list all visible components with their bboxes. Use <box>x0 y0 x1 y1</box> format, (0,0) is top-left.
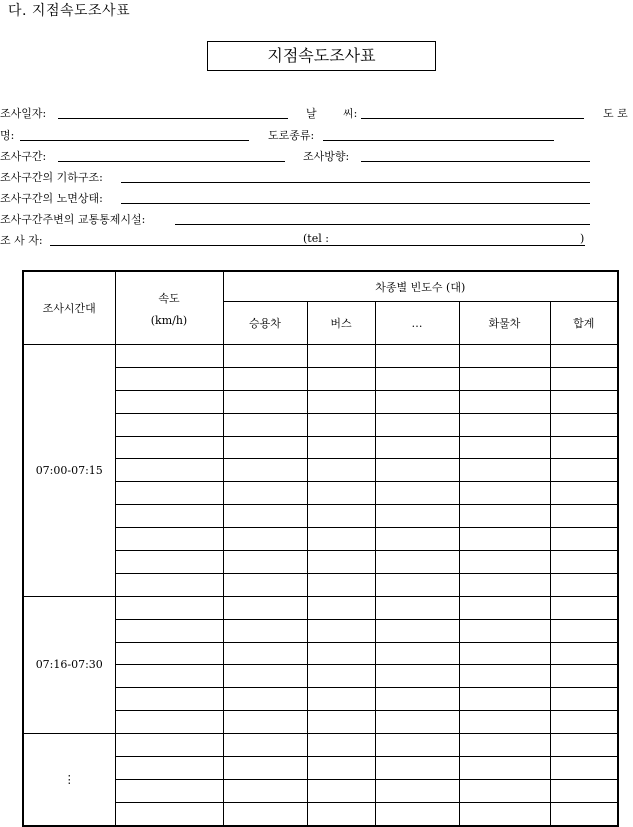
count-cell[interactable] <box>550 596 618 619</box>
count-cell[interactable] <box>375 757 459 780</box>
count-cell[interactable] <box>223 642 307 665</box>
table-row <box>23 596 618 619</box>
speed-cell[interactable] <box>115 390 223 413</box>
count-cell[interactable] <box>550 688 618 711</box>
count-cell[interactable] <box>459 482 550 505</box>
road-type-label: 도로종류: <box>268 129 315 142</box>
count-cell[interactable] <box>223 367 307 390</box>
field-row-pavement <box>0 187 633 207</box>
count-cell[interactable] <box>550 665 618 688</box>
form-title: 지점속도조사표 <box>207 41 436 71</box>
count-cell[interactable] <box>459 390 550 413</box>
header-vehicle-bus: 버스 <box>307 302 375 345</box>
count-cell[interactable] <box>307 459 375 482</box>
surveyor-input[interactable] <box>50 245 585 246</box>
field-row-section <box>0 145 633 165</box>
count-cell[interactable] <box>459 459 550 482</box>
tel-label: (tel : <box>303 232 329 245</box>
count-cell[interactable] <box>223 345 307 368</box>
weather-input[interactable] <box>361 118 584 119</box>
count-cell[interactable] <box>223 482 307 505</box>
direction-label: 조사방향: <box>303 150 350 163</box>
speed-survey-table <box>22 270 619 827</box>
field-row-road <box>0 124 633 144</box>
count-cell[interactable] <box>307 367 375 390</box>
count-cell[interactable] <box>550 642 618 665</box>
count-cell[interactable] <box>307 757 375 780</box>
speed-cell[interactable] <box>115 413 223 436</box>
count-cell[interactable] <box>307 505 375 528</box>
count-cell[interactable] <box>550 345 618 368</box>
count-cell[interactable] <box>307 345 375 368</box>
pavement-input[interactable] <box>121 203 590 204</box>
count-cell[interactable] <box>307 665 375 688</box>
count-cell[interactable] <box>375 390 459 413</box>
count-cell[interactable] <box>223 734 307 757</box>
speed-cell[interactable] <box>115 665 223 688</box>
road-name-label-1: 도 로 <box>603 107 628 120</box>
road-name-label-2: 명: <box>0 129 15 142</box>
count-cell[interactable] <box>375 619 459 642</box>
count-cell[interactable] <box>459 757 550 780</box>
count-cell[interactable] <box>223 802 307 825</box>
count-cell[interactable] <box>459 596 550 619</box>
speed-cell[interactable] <box>115 345 223 368</box>
count-cell[interactable] <box>550 779 618 802</box>
count-cell[interactable] <box>307 528 375 551</box>
count-cell[interactable] <box>307 482 375 505</box>
count-cell[interactable] <box>223 505 307 528</box>
header-time-period: 조사시간대 <box>23 271 115 345</box>
count-cell[interactable] <box>550 505 618 528</box>
count-cell[interactable] <box>375 551 459 574</box>
count-cell[interactable] <box>375 665 459 688</box>
count-cell[interactable] <box>375 802 459 825</box>
speed-cell[interactable] <box>115 459 223 482</box>
speed-cell[interactable] <box>115 688 223 711</box>
count-cell[interactable] <box>550 528 618 551</box>
count-cell[interactable] <box>223 551 307 574</box>
count-cell[interactable] <box>459 413 550 436</box>
tel-close: ) <box>580 232 585 245</box>
count-cell[interactable] <box>223 779 307 802</box>
count-cell[interactable] <box>459 367 550 390</box>
count-cell[interactable] <box>223 573 307 596</box>
count-cell[interactable] <box>307 802 375 825</box>
speed-cell[interactable] <box>115 505 223 528</box>
count-cell[interactable] <box>307 436 375 459</box>
count-cell[interactable] <box>459 779 550 802</box>
count-cell[interactable] <box>223 619 307 642</box>
pavement-label: 조사구간의 노면상태: <box>0 192 103 205</box>
count-cell[interactable] <box>307 688 375 711</box>
count-cell[interactable] <box>307 551 375 574</box>
geometry-label: 조사구간의 기하구조: <box>0 171 103 184</box>
count-cell[interactable] <box>550 619 618 642</box>
count-cell[interactable] <box>550 413 618 436</box>
header-speed-unit: (km/h) <box>150 313 188 327</box>
count-cell[interactable] <box>223 390 307 413</box>
count-cell[interactable] <box>550 436 618 459</box>
count-cell[interactable] <box>223 757 307 780</box>
header-speed <box>115 271 223 345</box>
surveyor-label: 조 사 자: <box>0 234 43 247</box>
count-cell[interactable] <box>223 688 307 711</box>
section-input[interactable] <box>58 161 285 162</box>
count-cell[interactable] <box>307 413 375 436</box>
geometry-input[interactable] <box>121 182 590 183</box>
speed-cell[interactable] <box>115 596 223 619</box>
field-row-traffic-control <box>0 208 633 228</box>
section-heading: 다. 지점속도조사표 <box>8 3 131 19</box>
header-vehicle-total: 합계 <box>550 302 618 345</box>
count-cell[interactable] <box>375 596 459 619</box>
count-cell[interactable] <box>307 779 375 802</box>
count-cell[interactable] <box>375 573 459 596</box>
count-cell[interactable] <box>375 505 459 528</box>
count-cell[interactable] <box>459 573 550 596</box>
header-vehicle-passenger: 승용차 <box>223 302 307 345</box>
header-vehicle-truck: 화물차 <box>459 302 550 345</box>
count-cell[interactable] <box>375 413 459 436</box>
traffic-control-label: 조사구간주변의 교통통제시설: <box>0 213 146 226</box>
count-cell[interactable] <box>223 459 307 482</box>
count-cell[interactable] <box>223 596 307 619</box>
count-cell[interactable] <box>375 436 459 459</box>
speed-cell[interactable] <box>115 757 223 780</box>
count-cell[interactable] <box>550 367 618 390</box>
count-cell[interactable] <box>375 711 459 734</box>
table-row <box>23 734 618 757</box>
count-cell[interactable] <box>550 459 618 482</box>
field-row-geometry <box>0 166 633 186</box>
count-cell[interactable] <box>459 528 550 551</box>
road-name-input[interactable] <box>20 140 249 141</box>
count-cell[interactable] <box>223 665 307 688</box>
speed-cell[interactable] <box>115 711 223 734</box>
count-cell[interactable] <box>550 573 618 596</box>
count-cell[interactable] <box>375 482 459 505</box>
count-cell[interactable] <box>307 596 375 619</box>
speed-cell[interactable] <box>115 734 223 757</box>
count-cell[interactable] <box>459 665 550 688</box>
time-period-cell: 07:00-07:15 <box>23 345 115 597</box>
count-cell[interactable] <box>459 688 550 711</box>
time-period-cell: 07:16-07:30 <box>23 596 115 733</box>
traffic-control-input[interactable] <box>175 224 590 225</box>
speed-cell[interactable] <box>115 619 223 642</box>
count-cell[interactable] <box>223 711 307 734</box>
count-cell[interactable] <box>550 802 618 825</box>
count-cell[interactable] <box>375 779 459 802</box>
header-vehicle-ellipsis: … <box>375 302 459 345</box>
count-cell[interactable] <box>459 436 550 459</box>
count-cell[interactable] <box>307 573 375 596</box>
count-cell[interactable] <box>375 345 459 368</box>
count-cell[interactable] <box>459 734 550 757</box>
count-cell[interactable] <box>375 734 459 757</box>
count-cell[interactable] <box>307 642 375 665</box>
count-cell[interactable] <box>459 551 550 574</box>
count-cell[interactable] <box>459 802 550 825</box>
speed-cell[interactable] <box>115 802 223 825</box>
weather-label-1: 날 <box>306 107 317 120</box>
count-cell[interactable] <box>307 734 375 757</box>
speed-cell[interactable] <box>115 436 223 459</box>
count-cell[interactable] <box>223 436 307 459</box>
road-type-input[interactable] <box>323 140 554 141</box>
count-cell[interactable] <box>550 551 618 574</box>
header-frequency: 차종별 빈도수 (대) <box>223 271 618 302</box>
speed-cell[interactable] <box>115 779 223 802</box>
count-cell[interactable] <box>550 390 618 413</box>
direction-input[interactable] <box>361 161 590 162</box>
speed-cell[interactable] <box>115 482 223 505</box>
count-cell[interactable] <box>307 619 375 642</box>
survey-date-input[interactable] <box>58 118 288 119</box>
count-cell[interactable] <box>307 711 375 734</box>
field-row-date <box>0 102 633 122</box>
section-label: 조사구간: <box>0 150 47 163</box>
survey-date-label: 조사일자: <box>0 107 47 120</box>
table-row <box>23 345 618 368</box>
weather-label-2: 씨: <box>343 107 358 120</box>
speed-cell[interactable] <box>115 367 223 390</box>
header-speed-label: 속도 <box>158 291 180 305</box>
time-period-cell: ⋮ <box>23 734 115 826</box>
count-cell[interactable] <box>550 482 618 505</box>
speed-cell[interactable] <box>115 573 223 596</box>
count-cell[interactable] <box>459 345 550 368</box>
speed-cell[interactable] <box>115 551 223 574</box>
speed-cell[interactable] <box>115 528 223 551</box>
count-cell[interactable] <box>459 505 550 528</box>
count-cell[interactable] <box>550 734 618 757</box>
count-cell[interactable] <box>459 619 550 642</box>
count-cell[interactable] <box>375 642 459 665</box>
count-cell[interactable] <box>375 367 459 390</box>
field-row-surveyor <box>0 229 633 249</box>
count-cell[interactable] <box>459 642 550 665</box>
count-cell[interactable] <box>223 413 307 436</box>
count-cell[interactable] <box>375 528 459 551</box>
count-cell[interactable] <box>375 688 459 711</box>
count-cell[interactable] <box>459 711 550 734</box>
count-cell[interactable] <box>550 711 618 734</box>
speed-cell[interactable] <box>115 642 223 665</box>
count-cell[interactable] <box>307 390 375 413</box>
count-cell[interactable] <box>550 757 618 780</box>
count-cell[interactable] <box>223 528 307 551</box>
count-cell[interactable] <box>375 459 459 482</box>
